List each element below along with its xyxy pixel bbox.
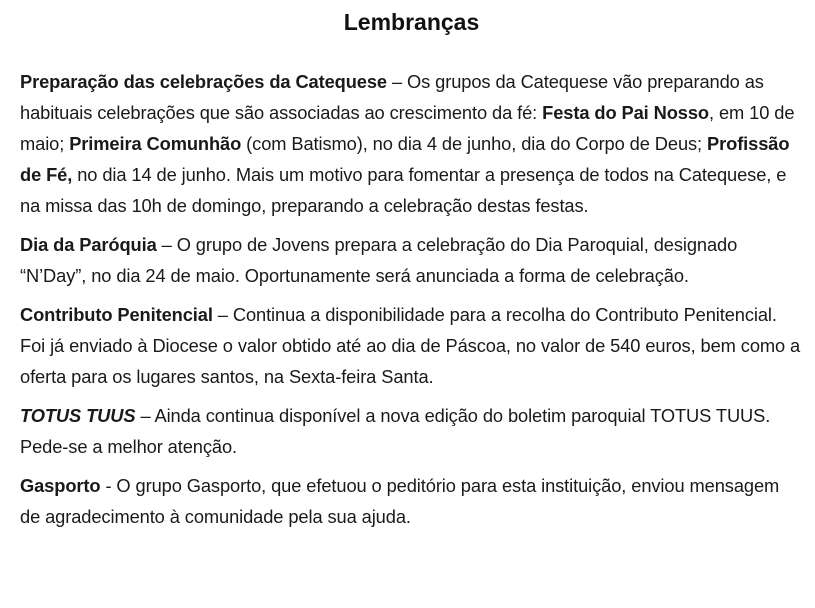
paragraph-text: – Ainda continua disponível a nova edição do boletim paroquial TOTUS TUUS. Pede-se a melhor atenção.: [20, 405, 771, 457]
paragraph-text: no dia 14 de junho. Mais um motivo para fomentar a presença de todos na Catequese, e na missa das 10h de domingo, preparando a celebração destas festas.: [20, 164, 787, 216]
paragraph-text: (com Batismo), no dia 4 de junho, dia do Corpo de Deus;: [241, 133, 708, 154]
page-title: Lembranças: [343, 9, 480, 35]
paragraph-gasporto: [20, 470, 803, 532]
paragraph-dia-paroquia: [20, 229, 803, 291]
paragraph-contributo: [20, 299, 803, 392]
paragraph-text: , em 10 de maio;: [20, 102, 795, 154]
paragraph-totus-tuus: [20, 400, 803, 462]
paragraph-heading: Preparação das celebrações da Catequese: [20, 71, 388, 92]
paragraph-list: [20, 66, 803, 532]
paragraph-text: - O grupo Gasporto, que efetuou o peditório para esta instituição, enviou mensagem de agradecimento à comunidade pela sua ajuda.: [20, 475, 780, 527]
paragraph-text: – O grupo de Jovens prepara a celebração do Dia Paroquial, designado “N’Day”, no dia 24 de maio. Oportunamente será anunciada a forma de celebração.: [20, 234, 738, 286]
paragraph-catequese: [20, 66, 803, 221]
paragraph-heading: Primeira Comunhão: [69, 133, 242, 154]
paragraph-heading: Contributo Penitencial: [20, 304, 213, 325]
paragraph-heading: TOTUS TUUS: [20, 405, 136, 426]
paragraph-heading: Dia da Paróquia: [20, 234, 157, 255]
paragraph-heading: Festa do Pai Nosso: [542, 102, 709, 123]
paragraph-heading: Gasporto: [20, 475, 101, 496]
paragraph-heading: Profissão de Fé,: [20, 133, 790, 185]
paragraph-text: – Os grupos da Catequese vão preparando as habituais celebrações que são associadas ao crescimento da fé:: [20, 71, 764, 123]
paragraph-text: – Continua a disponibilidade para a recolha do Contributo Penitencial. Foi já enviado à Diocese o valor obtido até ao dia de Páscoa, no valor de 540 euros, bem como a oferta para os lugares santos, na Sexta-feira Santa.: [20, 304, 801, 387]
